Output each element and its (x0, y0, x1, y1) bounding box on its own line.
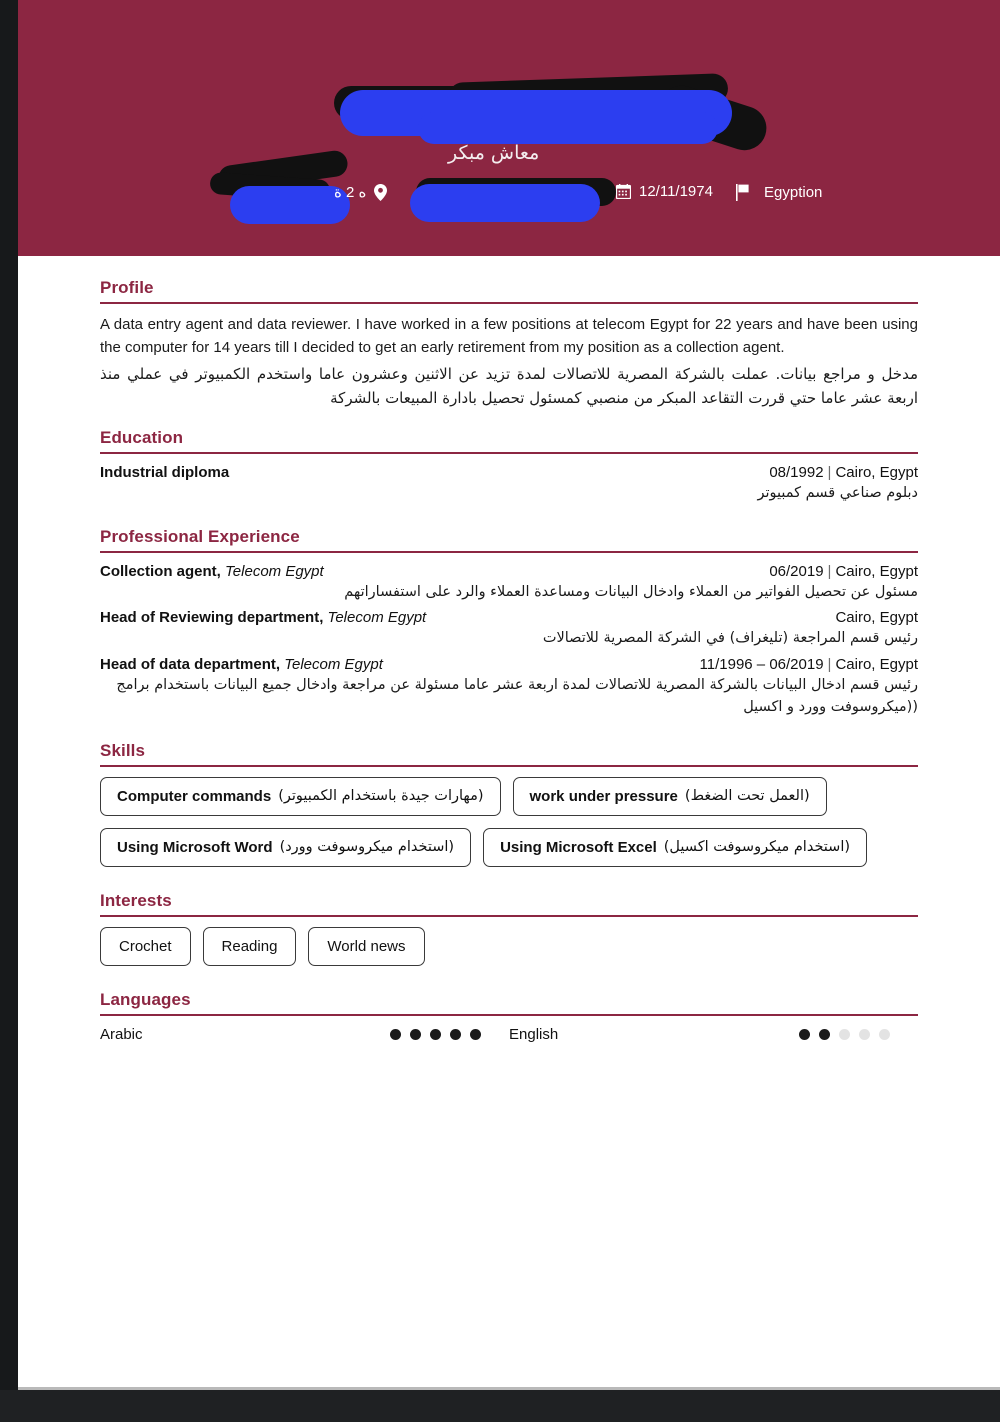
experience-entry-location: Cairo, Egypt (835, 609, 918, 627)
experience-entry-head (100, 609, 918, 626)
profile-text-arabic: مدخل و مراجع بيانات. عملت بالشركة المصرية للاتصالات لمدة تزيد عن الاثنين وعشرون عاما واستخدم الكمبيوتر في عملي منذ اربعة عشر عاما حتي قررت التقاعد المبكر من منصبي كمسئول تحصيل بادارة المبيعات بالشركة (100, 364, 918, 407)
education-entry-date: 08/1992 (769, 464, 824, 482)
experience-entry-description: رئيس قسم ادخال البيانات بالشركة المصرية للاتصالات لمدة اربعة عشر عاما مسئولة عن مراجعة وادخال جميع البيانات باستخدام برامج ((ميكروسوفت وورد و اكسيل (116, 676, 918, 716)
proficiency-dot-filled (390, 1029, 401, 1040)
proficiency-dot-filled (410, 1029, 421, 1040)
skills-row-1 (100, 777, 918, 816)
experience-entry-meta (700, 656, 918, 673)
skill-tag[interactable] (100, 777, 501, 816)
proficiency-dot-filled (450, 1029, 461, 1040)
section-title-interests: Interests (100, 890, 172, 910)
section-rule-education (100, 452, 918, 454)
section-title-education: Education (100, 428, 184, 448)
section-profile (100, 278, 918, 410)
language-level-dots (799, 1029, 890, 1040)
experience-entry-date: 06/2019 (769, 562, 824, 580)
experience-role-label: Head of Reviewing department, (100, 609, 324, 627)
section-title-profile: Profile (100, 278, 154, 297)
experience-role-label: Collection agent, (100, 562, 221, 580)
skill-tag-label-ar: (استخدام ميكروسوفت اكسيل) (663, 839, 851, 856)
profile-text-english: A data entry agent and data reviewer. I have worked in a few positions at telecom Egypt for 22 years and have been using the computer for 14 years till I decided to get an early retirement from my position as a collection agent. (100, 316, 918, 356)
experience-entry (100, 656, 918, 719)
header-nationality-text: Egyption (764, 184, 823, 201)
meta-separator: | (827, 562, 832, 580)
interest-tag[interactable] (100, 927, 191, 966)
cv-body (18, 256, 1000, 1043)
section-rule-skills (100, 765, 918, 767)
education-entry-description: دبلوم صناعي قسم كمبيوتر (757, 485, 918, 502)
section-experience (100, 527, 918, 719)
skill-tag[interactable] (483, 828, 867, 867)
header-nationality (736, 184, 822, 201)
interest-tag-label: Reading (221, 937, 278, 955)
skill-tag-label-en: Computer commands (117, 787, 272, 805)
experience-entry-description: رئيس قسم المراجعة (تليغراف) في الشركة المصرية للاتصالات (542, 630, 918, 647)
education-entry (100, 464, 918, 504)
cv-header (18, 0, 1000, 256)
education-entry-location: Cairo, Egypt (835, 464, 918, 482)
section-title-experience: Professional Experience (100, 526, 300, 546)
experience-entry-meta (835, 609, 918, 626)
section-education (100, 428, 918, 504)
experience-role-title (100, 563, 324, 580)
skill-tag[interactable] (513, 777, 827, 816)
experience-org-label: Telecom Egypt (225, 562, 324, 580)
experience-entry (100, 609, 918, 649)
section-rule-experience (100, 551, 918, 553)
experience-entry-head (100, 563, 918, 580)
experience-entry-location: Cairo, Egypt (835, 562, 918, 580)
header-date-of-birth-text: 12/11/1974 (639, 183, 713, 200)
section-interests (100, 891, 918, 966)
language-name: English (509, 1025, 559, 1043)
proficiency-dot-empty (839, 1029, 850, 1040)
experience-entry-description: مسئول عن تحصيل الفواتير من العملاء وادخال البيانات ومساعدة العملاء والرد على استفساراتهم (344, 583, 918, 600)
section-rule-profile (100, 302, 918, 304)
section-skills (100, 741, 918, 867)
section-rule-languages (100, 1014, 918, 1016)
header-subtitle-arabic: معاش مبكر (448, 142, 540, 164)
language-item-english (509, 1026, 918, 1043)
meta-separator: | (827, 655, 832, 673)
proficiency-dot-filled (470, 1029, 481, 1040)
education-entry-meta (769, 464, 918, 481)
redaction-fill-name-2 (418, 112, 718, 144)
proficiency-dot-empty (879, 1029, 890, 1040)
language-level-dots (390, 1029, 481, 1040)
header-date-of-birth (616, 184, 713, 199)
section-title-languages: Languages (100, 989, 191, 1009)
experience-entry-meta (769, 563, 918, 580)
skill-tag[interactable] (100, 828, 471, 867)
skill-tag-label-en: Using Microsoft Excel (500, 838, 657, 856)
flag-icon (736, 184, 750, 201)
calendar-icon (616, 184, 631, 199)
skill-tag-label-ar: (استخدام ميكروسوفت وورد) (279, 839, 455, 856)
language-name: Arabic (100, 1025, 143, 1043)
education-degree-title: Industrial diploma (100, 464, 230, 482)
location-pin-icon (374, 184, 387, 201)
interest-tag[interactable] (308, 927, 424, 966)
interest-tag-label: World news (327, 937, 406, 955)
interest-tag-label: Crochet (119, 937, 172, 955)
experience-entry-location: Cairo, Egypt (835, 655, 918, 673)
meta-separator: | (827, 464, 832, 482)
experience-org-label: Telecom Egypt (327, 609, 427, 627)
proficiency-dot-filled (430, 1029, 441, 1040)
education-entry-head (100, 464, 918, 481)
proficiency-dot-filled (799, 1029, 810, 1040)
experience-entry-date: 11/1996 – 06/2019 (699, 655, 824, 673)
experience-org-label: Telecom Egypt (284, 655, 383, 673)
proficiency-dot-empty (859, 1029, 870, 1040)
page-left-gutter (0, 0, 18, 1422)
skill-tag-label-ar: (العمل تحت الضغط) (684, 788, 810, 805)
interest-tag[interactable] (203, 927, 297, 966)
skills-row-2 (100, 828, 918, 867)
experience-entry-head (100, 656, 918, 673)
experience-entry (100, 563, 918, 603)
languages-grid (100, 1026, 918, 1043)
language-item-arabic (100, 1026, 509, 1043)
header-meta-row (18, 182, 1000, 210)
experience-role-label: Head of data department, (100, 655, 281, 673)
skill-tag-label-en: Using Microsoft Word (117, 838, 273, 856)
section-title-skills: Skills (100, 740, 146, 760)
section-languages (100, 990, 918, 1043)
skill-tag-label-ar: (مهارات جيدة باستخدام الكمبيوتر) (278, 788, 484, 805)
interests-row (100, 927, 918, 966)
skill-tag-label-en: work under pressure (529, 787, 678, 805)
header-address (334, 184, 387, 201)
section-rule-interests (100, 915, 918, 917)
page-bottom-band (0, 1390, 1000, 1422)
header-address-text: ه 2 ة (334, 184, 367, 201)
cv-document-page (18, 0, 1000, 1390)
proficiency-dot-filled (819, 1029, 830, 1040)
experience-role-title (100, 609, 426, 626)
experience-role-title (100, 656, 383, 673)
